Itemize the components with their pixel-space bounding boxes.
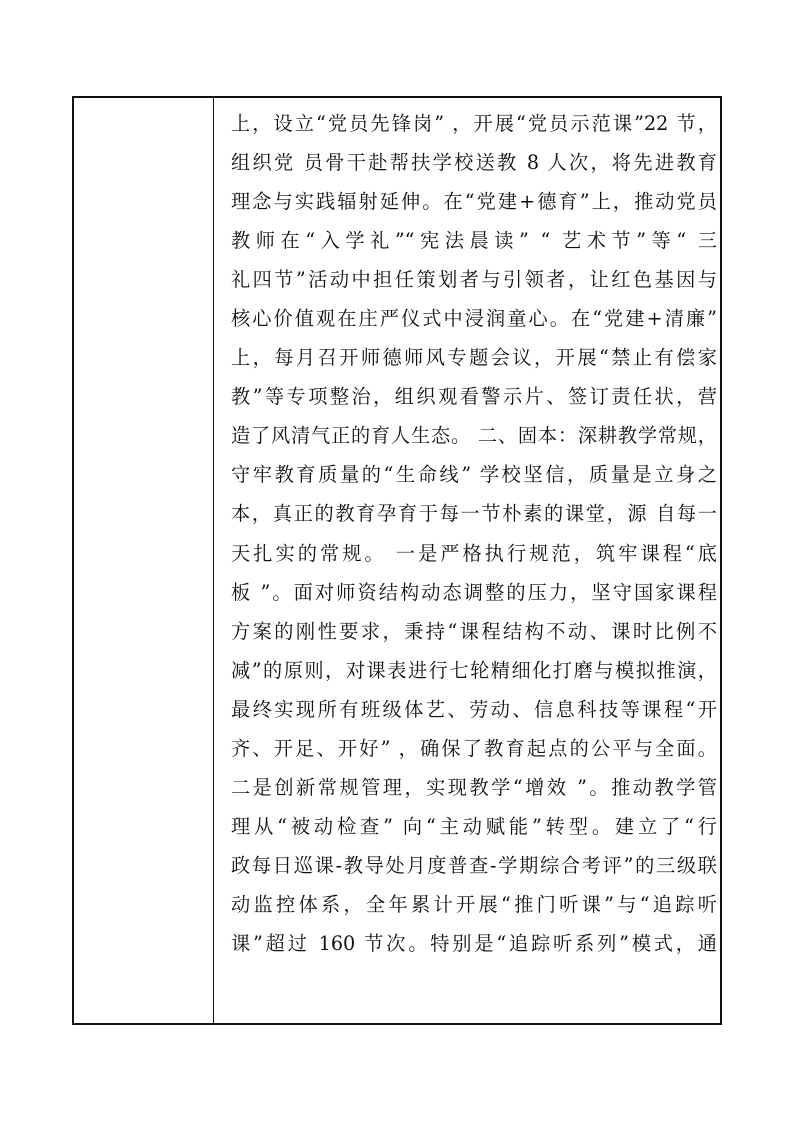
text-line: 理从“被动检查” 向“主动赋能”转型。建立了“行 <box>231 814 717 838</box>
text-line: 礼四节”活动中担任策划者与引领者，让红色基因与 <box>231 268 717 292</box>
text-line: 造了风清气正的育人生态。 二、固本：深耕教学常规， <box>231 424 717 448</box>
text-line: 教”等专项整治，组织观看警示片、签订责任状，营 <box>231 385 717 409</box>
content-table <box>72 96 722 1025</box>
text-line: 板 ”。面对师资结构动态调整的压力，坚守国家课程 <box>231 580 717 604</box>
text-line: 齐、开足、开好” ，确保了教育起点的公平与全面。 <box>231 736 717 760</box>
text-line: 核心价值观在庄严仪式中浸润童心。在“党建+清廉” <box>231 307 717 331</box>
column-divider <box>213 98 214 1023</box>
text-line: 最终实现所有班级体艺、劳动、信息科技等课程“开 <box>231 697 717 721</box>
text-line: 守牢教育质量的“生命线” 学校坚信，质量是立身之 <box>231 463 717 487</box>
text-line: 动监控体系，全年累计开展“推门听课”与“追踪听 <box>231 892 717 916</box>
text-line: 上，每月召开师德师风专题会议，开展“禁止有偿家 <box>231 346 717 370</box>
text-line: 二是创新常规管理，实现教学“增效 ”。推动教学管 <box>231 775 717 799</box>
text-line: 课”超过 160 节次。特别是“追踪听系列”模式，通 <box>231 931 717 955</box>
table-content-cell <box>231 104 717 963</box>
text-line: 教师在“入学礼”“宪法晨读” “ 艺术节”等“ 三 <box>231 229 717 253</box>
text-line: 组织党 员骨干赴帮扶学校送教 8 人次，将先进教育 <box>231 151 717 175</box>
text-line: 政每日巡课-教导处月度普查-学期综合考评”的三级联 <box>231 853 717 877</box>
text-line: 本，真正的教育孕育于每一节朴素的课堂，源 自每一 <box>231 502 717 526</box>
text-line: 减”的原则，对课表进行七轮精细化打磨与模拟推演， <box>231 658 717 682</box>
table-label-cell <box>74 98 213 1023</box>
text-line: 方案的刚性要求，秉持“课程结构不动、课时比例不 <box>231 619 717 643</box>
text-line: 理念与实践辐射延伸。在“党建+德育”上，推动党员 <box>231 190 717 214</box>
text-line: 上，设立“党员先锋岗” ，开展“党员示范课”22 节， <box>231 112 717 135</box>
text-line: 天扎实的常规。 一是严格执行规范，筑牢课程“底 <box>231 541 717 565</box>
